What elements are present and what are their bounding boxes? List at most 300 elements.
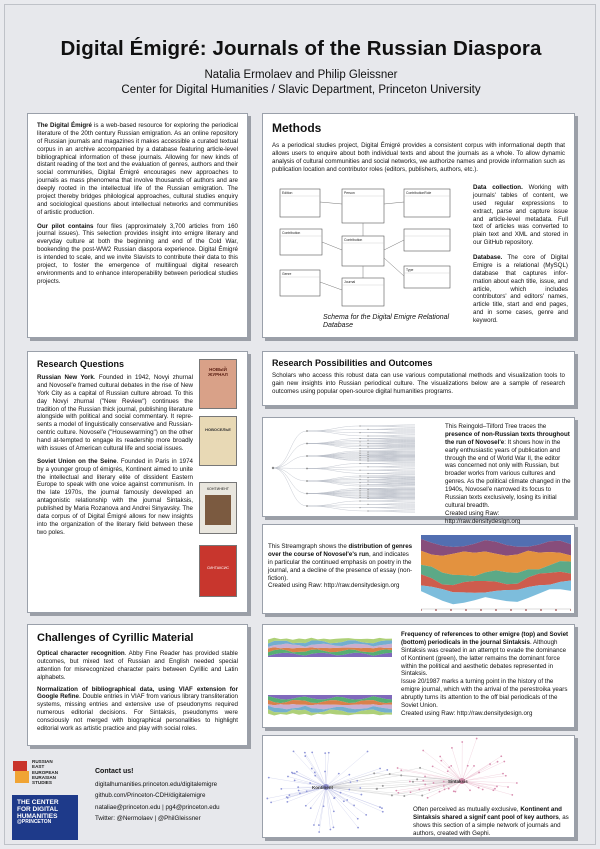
tree-link <box>273 444 307 469</box>
net-hub-sintaksis: Sintaksis <box>448 779 468 784</box>
net-node <box>500 755 502 757</box>
net-edge <box>462 761 504 781</box>
net-edge <box>462 756 501 781</box>
freq-caption-d: Issue 20/1987 marks a turning point in the history of the emigre journal, which with the arrival of the perestroika years abruptly turns its attention to the off bial periodicals of the Soviet Union. <box>401 678 568 709</box>
tree-node <box>367 480 368 481</box>
tree-node <box>359 432 360 433</box>
net-node <box>268 777 270 779</box>
net-shared-node <box>403 795 405 797</box>
net-node <box>313 824 315 826</box>
tree-node <box>306 493 308 495</box>
net-node <box>324 771 326 773</box>
net-node <box>454 791 456 793</box>
net-node <box>305 805 307 807</box>
net-node <box>461 741 463 743</box>
data-collection-text <box>473 184 568 247</box>
net-node <box>428 789 430 791</box>
net-node <box>448 788 450 790</box>
tree-caption-c: : It shows how in the early enthusiastic years of publication and through the end of World War II, the editor was concerned not only with Russian, but broader works from various cultures and genres. As the political climate changed in the 1940s, Novosel'e narrowed its focus to Russian texts exclusively, losing its initial cultural breadth. <box>445 438 571 509</box>
reees-word: EUROPEAN <box>32 769 59 775</box>
net-node <box>482 789 484 791</box>
net-node <box>346 799 348 801</box>
methods-lead: As a periodical studies project, Digital Émigré provides a consistent corpus with informational depth that allows users to enquire about both individual texts and about the journals as a whole. To allow dynamic analysis of cultural communities and social networks, we authorize names and provide information such as publication location and contributor roles (editors, publishers, authors, etc.). <box>272 142 565 173</box>
net-node <box>329 829 331 831</box>
tree-node <box>359 425 360 426</box>
tree-node <box>367 429 368 430</box>
net-node <box>443 781 445 783</box>
cover-label: НОВЫЙ ЖУРНАЛ <box>208 367 228 377</box>
net-node <box>324 752 326 754</box>
tree-node <box>306 455 308 457</box>
tree-link <box>307 504 368 506</box>
intro-p2-lead: Our pilot contains <box>37 222 94 230</box>
cdh-word: THE CENTER <box>17 799 59 806</box>
tree-node <box>367 477 368 478</box>
stream-tick <box>480 609 482 611</box>
schema-table-label: Genre <box>282 272 292 276</box>
cdh-word: FOR DIGITAL <box>17 806 59 814</box>
tree-link <box>273 431 307 468</box>
net-edge <box>326 787 333 827</box>
intro-p1: is a web-based resource for exploring the periodical literature of the 20th century Russian emigration. As an online repository of Russian journals and magazines it makes accessible a curated textual corpus in an archive accompanied by a database featuring article-level bibliographical information of these journals. Allowing for new kinds of distant reading of the text and the evaluation of genres, authors and their social communities, Digital Émigré encourages new approaches to journals as mass phenomena that involve thousands of authors and are deeply rooted in the intellectual life of the Russian emigration. The project thereby bridges philological approaches, cultural studies enquiry and sociological questions about intellectual networks and communities of artistic production. <box>37 122 239 216</box>
freq-caption-b: Frequency of references to other emigre (top) and Soviet (bottom) periodicals in the journal Sintaksis <box>401 631 569 646</box>
tree-root-node <box>272 467 274 469</box>
net-caption-c: , as shows this section of a simple network of journals and authors, created with Gephi. <box>413 813 569 837</box>
net-node <box>432 765 434 767</box>
contact-github-link[interactable]: github.com/Princeton-CDH/digitalemigre <box>95 792 206 800</box>
tree-link <box>273 468 307 481</box>
net-node <box>294 779 296 781</box>
tree-node <box>367 484 368 485</box>
stream-tick <box>570 609 571 611</box>
net-node <box>306 790 308 792</box>
cover-kontinent <box>199 482 237 534</box>
net-node <box>333 810 335 812</box>
net-shared-node <box>419 767 421 769</box>
tree-link <box>273 468 307 506</box>
challenges-box <box>27 624 248 746</box>
contact-title: Contact us! <box>95 768 134 775</box>
tree-node <box>367 446 368 447</box>
net-node <box>379 768 381 770</box>
net-node <box>314 772 316 774</box>
streamgraph-panel <box>262 524 575 614</box>
tree-node <box>367 456 368 457</box>
net-node <box>473 765 475 767</box>
rq-title: Research Questions <box>37 359 125 369</box>
tree-node <box>359 485 360 486</box>
net-node <box>311 768 313 770</box>
net-shared-node <box>421 794 423 796</box>
poster-header <box>5 37 597 96</box>
tree-link <box>273 468 307 494</box>
intro-text <box>37 122 238 286</box>
tree-node <box>367 440 368 441</box>
net-node <box>288 794 290 796</box>
net-node <box>397 792 399 794</box>
contact-website-link[interactable]: digitalhumanities.princeton.edu/digitalemigre <box>95 780 218 788</box>
net-shared-node <box>373 772 375 774</box>
net-node <box>478 787 480 789</box>
net-node <box>469 789 471 791</box>
net-node <box>293 751 295 753</box>
net-shared-node <box>416 778 418 780</box>
cdh-logo <box>12 795 78 840</box>
stream-tick <box>421 609 422 611</box>
net-node <box>357 827 359 829</box>
ocr-lead: Optical character recognition <box>37 650 125 657</box>
net-node <box>507 786 509 788</box>
tree-node <box>367 443 368 444</box>
tree-node <box>306 505 308 507</box>
net-node <box>328 752 330 754</box>
net-node <box>503 761 505 763</box>
stream-caption-b: distribution of genres over the course of Novosel'e's run <box>268 543 413 558</box>
rp-lead: Scholars who access this robust data can use various computational methods and visualization tools to gain new insights into Russian periodical culture. The visualizations below are a sample of research outcomes using popular open-source digital humanities programs. <box>272 372 565 395</box>
net-hub-kontinent: Kontinent <box>312 785 333 790</box>
net-node <box>395 790 397 792</box>
net-node <box>418 788 420 790</box>
net-node <box>381 807 383 809</box>
tree-node <box>367 498 368 499</box>
schema-table-label: Contribution <box>344 238 363 242</box>
net-node <box>505 775 507 777</box>
net-node <box>397 767 399 769</box>
net-node <box>266 798 268 800</box>
stream-tick <box>540 609 542 611</box>
stream-tick <box>495 609 497 611</box>
net-edge <box>462 776 506 781</box>
rq-seine-lead: Soviet Union on the Seine <box>37 457 117 465</box>
cdh-word: HUMANITIES <box>17 813 58 821</box>
net-node <box>343 800 345 802</box>
tree-node <box>367 504 368 505</box>
net-node <box>400 769 402 771</box>
net-node <box>448 766 450 768</box>
tree-node <box>359 453 360 454</box>
tree-node <box>359 490 360 491</box>
intro-p1-lead: The Digital Émigré <box>37 122 92 129</box>
stream-tick <box>525 609 527 611</box>
net-node <box>433 782 435 784</box>
net-node <box>492 789 494 791</box>
net-node <box>494 788 496 790</box>
net-shared-node <box>400 774 402 776</box>
net-node <box>348 774 350 776</box>
rq-ny-lead: Russian New York <box>37 374 94 381</box>
tree-node <box>359 463 360 464</box>
schema-table-label: ContributionRole <box>406 191 432 195</box>
net-node <box>323 805 325 807</box>
reees-word: RUSSIAN <box>32 759 53 764</box>
net-node <box>409 781 411 783</box>
cover-novosele <box>199 416 237 466</box>
tree-node <box>367 435 368 436</box>
net-node <box>424 784 426 786</box>
net-node <box>467 765 469 767</box>
freq-caption <box>401 631 571 718</box>
tree-node <box>367 493 368 494</box>
net-node <box>318 831 320 833</box>
tree-node <box>359 438 360 439</box>
net-node <box>489 763 491 765</box>
net-node <box>287 776 289 778</box>
stream-caption <box>268 543 413 590</box>
net-caption-a: Often perceived as mutually exclusive, <box>413 806 521 813</box>
tree-node <box>359 470 360 471</box>
net-node <box>427 797 429 799</box>
streamgraph <box>421 527 571 613</box>
tree-node <box>359 441 360 442</box>
net-edge <box>326 787 422 795</box>
rq-ny: . Founded in 1942, Novyi zhurnal and Novosel'e framed cultural debates in the rise of New York City as a capital of Russian culture abroad. To this day Novyi zhurnal ("New Review") continues the tradition of the Russian thick journal, publishing literature alongside with political and social commentary. It repre-sents a model of linguistically conservative and Russian-centric culture. Novosel'e ("Housewarming") on the other hand at-tempted to engage its readership more broadly with issues of American cultural life and social issues. <box>37 374 193 452</box>
net-shared-node <box>391 794 393 796</box>
ocr-body: . Abby Fine Reader has provided stable outcomes, but mixed text of Russian and English needed special attention for misrecognized character pairs between Cyrillic and Latin alphabets. <box>37 650 238 681</box>
norm-lead: Normalization of bibliographical data, using VIAF extension for Google Refine <box>37 685 238 701</box>
tree-caption-a: This Reingold–Tilford Tree traces the <box>445 423 547 430</box>
database-text <box>473 254 568 325</box>
db-body: The core of Digital Emigre is a relational (MySQL) database that captures infor-mation about each title, issue, and article, which includes contributors' and editors' names, article title, start and end pages, and in some cases, genre and keyword. <box>473 254 568 324</box>
dc-body: Working with journals' tables of content, we used regular expressions to extract, parse and capture issue and article-level metadata. Full text of articles was converted to plain text and XML and stored in our GitHub repository. <box>473 184 568 247</box>
net-node <box>286 801 288 803</box>
net-shared-node <box>412 781 414 783</box>
cover-sintaksis <box>199 545 237 597</box>
cover-label: СИНТАКСИС <box>206 566 230 570</box>
tree-link <box>273 456 307 468</box>
tree-node <box>306 468 308 470</box>
methods-title: Methods <box>272 121 322 135</box>
net-node <box>297 786 299 788</box>
tree-node <box>306 443 308 445</box>
tree-link <box>307 469 368 474</box>
contact-block <box>95 766 220 825</box>
net-node <box>497 761 499 763</box>
affiliation: Center for Digital Humanities / Slavic Department, Princeton University <box>121 84 481 96</box>
net-node <box>422 750 424 752</box>
tree-panel <box>262 417 575 525</box>
authors: Natalia Ermolaev and Philip Gleissner <box>204 69 398 81</box>
reees-word: EURASIAN <box>32 774 56 780</box>
tree-node <box>367 452 368 453</box>
freq-credit: Created using Raw: http://raw.densitydesign.org <box>401 709 533 717</box>
tree-node <box>359 445 360 446</box>
net-node <box>304 755 306 757</box>
net-node <box>338 773 340 775</box>
challenges-text <box>37 650 238 733</box>
net-node <box>440 760 442 762</box>
reees-word: STUDIES <box>32 780 52 786</box>
schema-caption: Schema for the Digital Emigre Relational Database <box>323 314 450 330</box>
frequency-streamgraph <box>266 627 394 727</box>
tree-node <box>359 500 360 501</box>
tree-node <box>367 460 368 461</box>
tree-node <box>359 497 360 498</box>
stream-credit: Created using Raw: http://raw.densitydesign.org <box>268 582 400 590</box>
net-edge <box>319 787 326 832</box>
research-possibilities-box <box>262 351 575 406</box>
net-node <box>333 826 335 828</box>
tree-node <box>359 455 360 456</box>
intro-box <box>27 113 248 338</box>
net-node <box>439 756 441 758</box>
net-node <box>502 773 504 775</box>
tree-node <box>367 473 368 474</box>
net-node <box>386 769 388 771</box>
contact-twitter[interactable]: Twitter: @Nermolaev | @PhilGleissner <box>95 815 201 823</box>
schema-table-label: Type <box>406 268 414 272</box>
contact-email[interactable]: nataliae@princeton.edu | pg4@princeton.edu <box>95 803 220 811</box>
cover-label: КОНТИНЕНТ <box>206 487 229 491</box>
schema-table-label: Journal <box>344 280 356 284</box>
net-edge <box>294 751 326 787</box>
freq-caption-c: . Although Sintaksis was created in an attempt to evade the dominance of Kontinent (green), the latter remains the dominant force within the political and aesthetic debates represented in Sintaksis. <box>401 638 567 678</box>
stream-caption-c: , and indicates in particular the continued emphasis on poetry in the journal, and a decline of the presence of essay (non-fiction). <box>268 550 413 582</box>
methods-box <box>262 113 575 338</box>
network-panel <box>262 735 575 838</box>
net-node <box>511 794 513 796</box>
net-node <box>382 811 384 813</box>
tree-caption-b: presence of non-Russian texts throughout the run of Novosel'e <box>445 430 570 446</box>
tree-node <box>359 448 360 449</box>
net-node <box>350 781 352 783</box>
tree-credit: Created using Raw: http://raw.densitydesign.org <box>445 509 521 525</box>
reees-logo <box>12 757 78 789</box>
tree-link <box>307 506 368 511</box>
net-edge <box>326 753 329 787</box>
tree-link <box>307 467 368 469</box>
research-questions-box <box>27 351 248 613</box>
tree-node <box>367 491 368 492</box>
stream-tick <box>510 609 512 611</box>
dc-lead: Data collection. <box>473 184 523 191</box>
net-edge <box>326 775 401 787</box>
stream-tick <box>465 609 467 611</box>
net-edge <box>326 787 330 830</box>
tree-node <box>367 466 368 467</box>
reingold-tilford-tree <box>265 419 445 517</box>
net-node <box>340 792 342 794</box>
net-node <box>439 791 441 793</box>
net-node <box>318 824 320 826</box>
tree-node <box>359 475 360 476</box>
net-node <box>310 807 312 809</box>
tree-caption <box>445 423 571 525</box>
stream-tick <box>435 609 437 611</box>
net-caption-b: Kontinent and Sintaksis shared a signif cant pool of key authors <box>413 806 562 821</box>
tree-node <box>359 457 360 458</box>
net-node <box>348 789 350 791</box>
tree-node <box>367 489 368 490</box>
schema-table-label: Contribution <box>282 231 301 235</box>
net-shared-node <box>389 773 391 775</box>
tree-node <box>359 459 360 460</box>
net-node <box>287 797 289 799</box>
net-node <box>309 782 311 784</box>
net-node <box>496 786 498 788</box>
challenges-title: Challenges of Cyrillic Material <box>37 632 194 644</box>
tree-link <box>307 431 368 436</box>
net-node <box>379 806 381 808</box>
tree-node <box>359 450 360 451</box>
tree-node <box>359 492 360 493</box>
tree-node <box>306 480 308 482</box>
tree-node <box>359 482 360 483</box>
tree-link <box>307 429 368 431</box>
net-node <box>311 751 313 753</box>
intro-p2: four files (approximately 3,700 articles from 160 journal issues). This selection provides insight into emigre literary and everyday culture at both the beginning and end of the Cold War, bookending the post-WW2 Russian diaspora experience. Digital Émigré is intended to scale, and we invite Slavists to contribute their data to this project, to foster the emergence of multilingual digital research environments and to enhance interoperability between periodical studies projects. <box>37 222 238 285</box>
net-node <box>353 805 355 807</box>
stream-tick <box>555 609 557 611</box>
net-node <box>410 791 412 793</box>
tree-node <box>306 430 308 432</box>
schema-table-label: Edition <box>282 191 293 195</box>
net-node <box>294 772 296 774</box>
tree-node <box>367 458 368 459</box>
tree-node <box>359 507 360 508</box>
reees-word: EAST <box>32 764 45 770</box>
rp-title: Research Possibilities and Outcomes <box>272 358 433 368</box>
cover-label: НОВОСЕЛЬЕ <box>205 427 231 432</box>
net-edge <box>326 752 368 787</box>
stream-caption-a: This Streamgraph shows the <box>268 543 349 550</box>
rq-text <box>37 374 193 537</box>
net-node <box>444 789 446 791</box>
stream-tick <box>450 609 452 611</box>
net-node <box>359 787 361 789</box>
net-node <box>453 790 455 792</box>
tree-node <box>359 495 360 496</box>
net-node <box>299 793 301 795</box>
net-node <box>422 780 424 782</box>
rq-seine: . Founded in Paris in 1974 by a younger group of émigrés, Kontinent aimed to unite the intellectual and literary elite of dissident Eastern Europe to speak with one voice against communism. In the late 1970s, the journal famously developed an antagonistic relationship with the journal Sintaksis, published by Maria Rozanova and Andrei Sinyavsky. The data corpus of of Digital Émigré allows for new insights into the organization of the literary field between these two poles. <box>37 457 193 536</box>
net-edge <box>305 753 326 787</box>
net-node <box>356 780 358 782</box>
net-node <box>304 752 306 754</box>
net-node <box>270 801 272 803</box>
net-node <box>298 790 300 792</box>
net-node <box>478 772 480 774</box>
tree-node <box>367 496 368 497</box>
tree-node <box>367 454 368 455</box>
poster-title: Digital Émigré: Journals of the Russian Diaspora <box>60 37 542 60</box>
db-lead: Database. <box>473 254 503 261</box>
net-edge <box>462 781 512 795</box>
tree-node <box>367 510 368 511</box>
net-node <box>516 782 518 784</box>
net-node <box>476 738 478 740</box>
net-node <box>447 770 449 772</box>
net-node <box>451 747 453 749</box>
net-edge <box>423 750 462 781</box>
cover-novyi-zhurnal <box>199 359 237 409</box>
net-node <box>360 794 362 796</box>
net-node <box>334 797 336 799</box>
frequency-panel <box>262 624 575 728</box>
net-node <box>424 776 426 778</box>
net-caption <box>413 806 571 838</box>
net-node <box>450 765 452 767</box>
net-node <box>296 771 298 773</box>
net-node <box>367 751 369 753</box>
net-node <box>291 772 293 774</box>
cdh-word: @PRINCETON <box>17 819 52 826</box>
net-node <box>365 814 367 816</box>
net-shared-node <box>376 788 378 790</box>
tree-node <box>359 479 360 480</box>
schema-diagram <box>272 184 472 314</box>
net-node <box>357 818 359 820</box>
net-node <box>280 788 282 790</box>
